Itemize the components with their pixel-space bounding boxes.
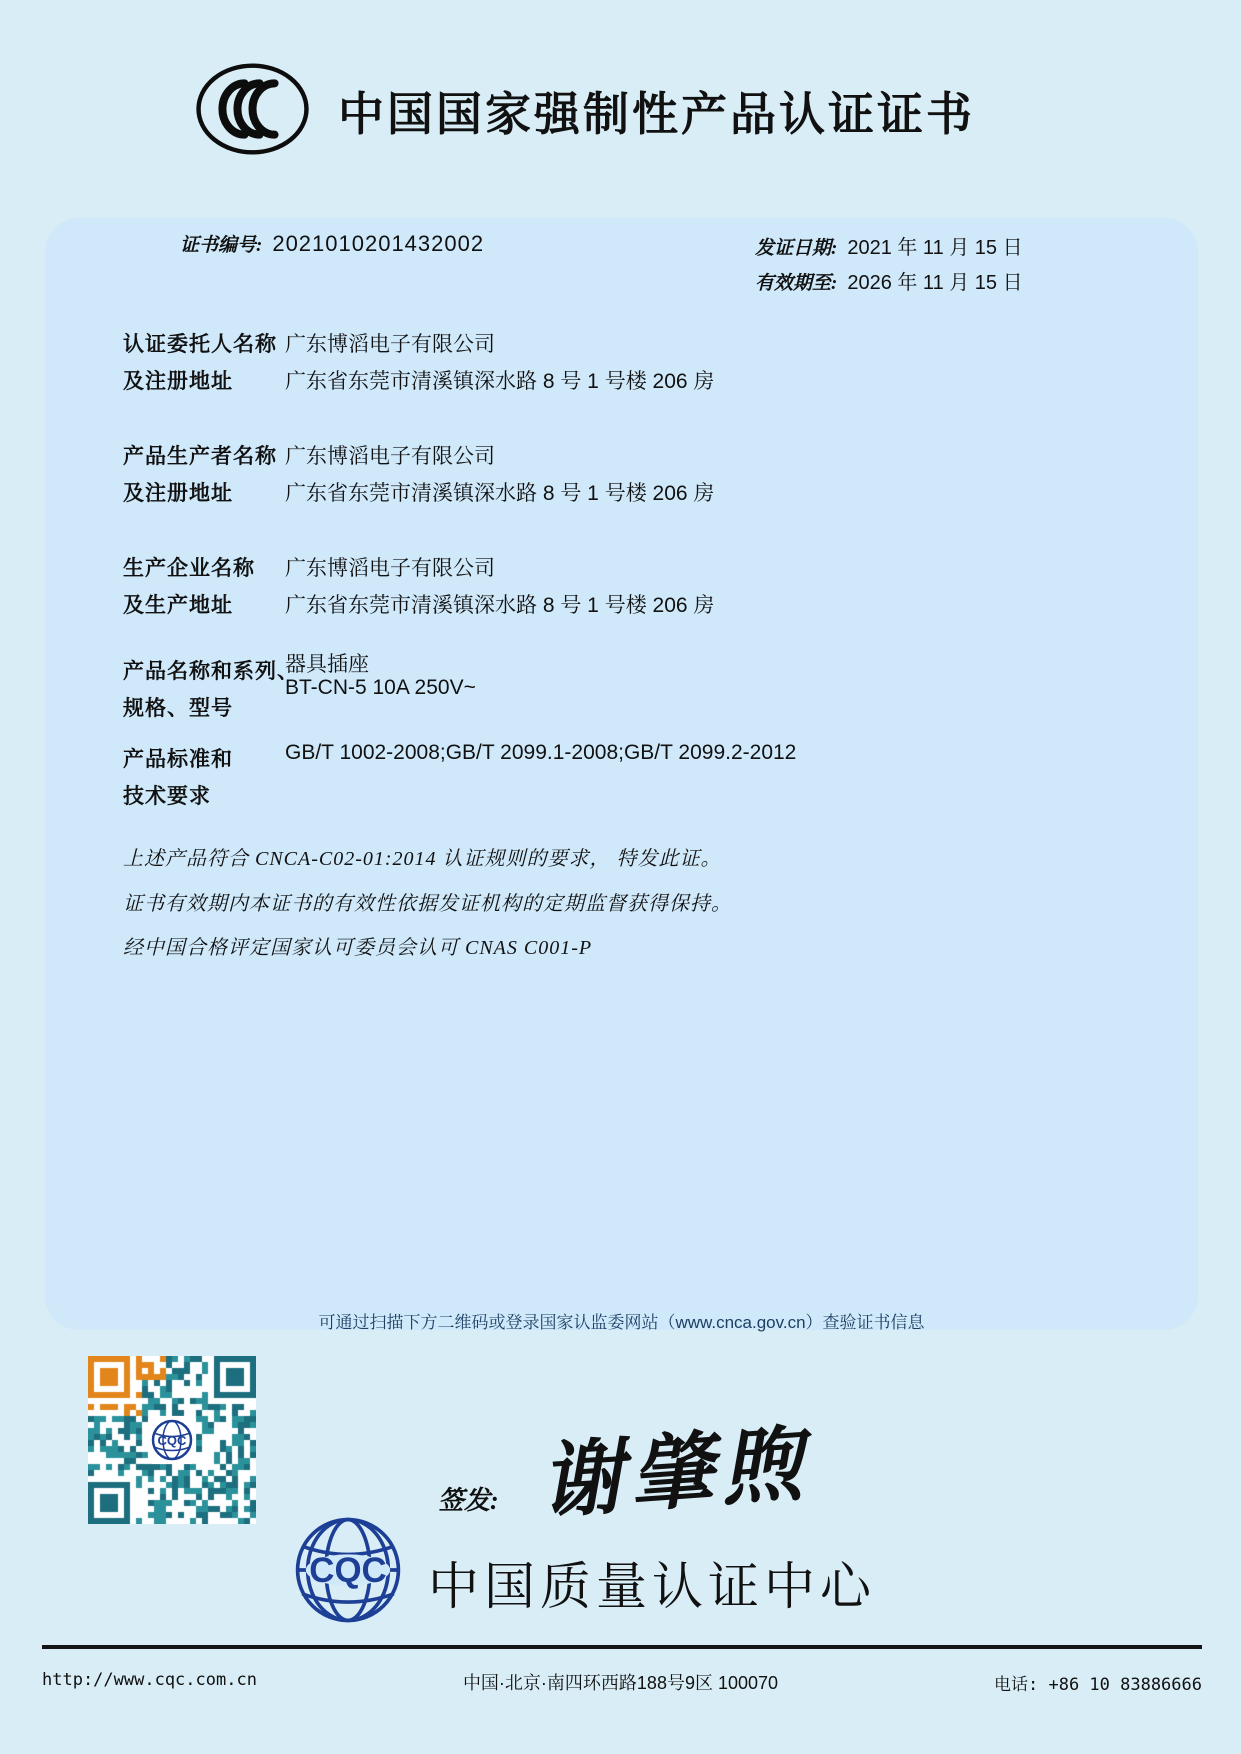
issue-date-label: 发证日期: xyxy=(755,238,838,259)
cqc-logo-text: CQC xyxy=(309,1550,387,1590)
qr-logo-text: CQC xyxy=(157,1433,187,1448)
product-model-label: 规格、型号 xyxy=(123,697,233,720)
requirements-label: 技术要求 xyxy=(123,785,211,808)
standards-label: 产品标准和 xyxy=(123,748,233,771)
qr-code xyxy=(88,1356,256,1524)
product-model-value: BT-CN-5 10A 250V~ xyxy=(285,676,476,699)
footer-address: 中国·北京·南四环西路188号9区 100070 xyxy=(462,1673,779,1693)
footer-website: http://www.cqc.com.cn xyxy=(42,1670,257,1690)
footer-divider xyxy=(42,1645,1202,1649)
manufacturer-address-value: 广东省东莞市清溪镇深水路 8 号 1 号楼 206 房 xyxy=(285,594,715,617)
expiry-date-value: 2026 年 11 月 15 日 xyxy=(847,272,1023,294)
ccc-mark-icon xyxy=(195,62,310,156)
expiry-date-row xyxy=(755,266,1023,295)
standards-value: GB/T 1002-2008;GB/T 2099.1-2008;GB/T 2099.2-2012 xyxy=(285,741,797,764)
cqc-mini-globe-icon xyxy=(150,1418,194,1462)
product-name-value: 器具插座 xyxy=(285,653,369,676)
issue-date-row xyxy=(755,231,1023,260)
statement-line: 上述产品符合 CNCA-C02-01:2014 认证规则的要求， 特发此证。 xyxy=(123,848,722,870)
page-title: 中国国家强制性产品认证证书 xyxy=(338,88,975,140)
certificate-number-row xyxy=(180,230,484,257)
signature-handwriting: 谢肇煦 xyxy=(537,1418,814,1529)
producer-name-label: 产品生产者名称 xyxy=(123,445,277,468)
applicant-name-value: 广东博滔电子有限公司 xyxy=(285,333,495,356)
issue-date-value: 2021 年 11 月 15 日 xyxy=(847,237,1023,259)
ccc-logo xyxy=(195,62,310,161)
manufacturer-name-label: 生产企业名称 xyxy=(123,557,255,580)
producer-name-value: 广东博滔电子有限公司 xyxy=(285,445,495,468)
statement-line: 证书有效期内本证书的有效性依据发证机构的定期监督获得保持。 xyxy=(123,893,732,915)
certificate-number-value: 2021010201432002 xyxy=(272,231,485,256)
qr-center-logo xyxy=(148,1416,196,1464)
applicant-address-label: 及注册地址 xyxy=(123,370,233,393)
cqc-globe-icon xyxy=(293,1515,403,1625)
qr-verification-note: 可通过扫描下方二维码或登录国家认监委网站（www.cnca.gov.cn）查验证书信息 xyxy=(318,1313,925,1332)
producer-address-value: 广东省东莞市清溪镇深水路 8 号 1 号楼 206 房 xyxy=(285,482,715,505)
issuer-name: 中国质量认证中心 xyxy=(428,1558,877,1615)
manufacturer-address-label: 及生产地址 xyxy=(123,594,233,617)
signed-by-label: 签发: xyxy=(438,1486,499,1515)
product-name-label: 产品名称和系列、 xyxy=(123,660,299,683)
applicant-name-label: 认证委托人名称 xyxy=(123,333,277,356)
certificate-number-label: 证书编号: xyxy=(180,235,263,256)
footer-phone: 电话: +86 10 83886666 xyxy=(994,1675,1202,1695)
statement-line: 经中国合格评定国家认可委员会认可 CNAS C001-P xyxy=(123,937,593,959)
producer-address-label: 及注册地址 xyxy=(123,482,233,505)
applicant-address-value: 广东省东莞市清溪镇深水路 8 号 1 号楼 206 房 xyxy=(285,370,715,393)
expiry-date-label: 有效期至: xyxy=(755,273,838,294)
cqc-logo xyxy=(293,1515,403,1630)
manufacturer-name-value: 广东博滔电子有限公司 xyxy=(285,557,495,580)
